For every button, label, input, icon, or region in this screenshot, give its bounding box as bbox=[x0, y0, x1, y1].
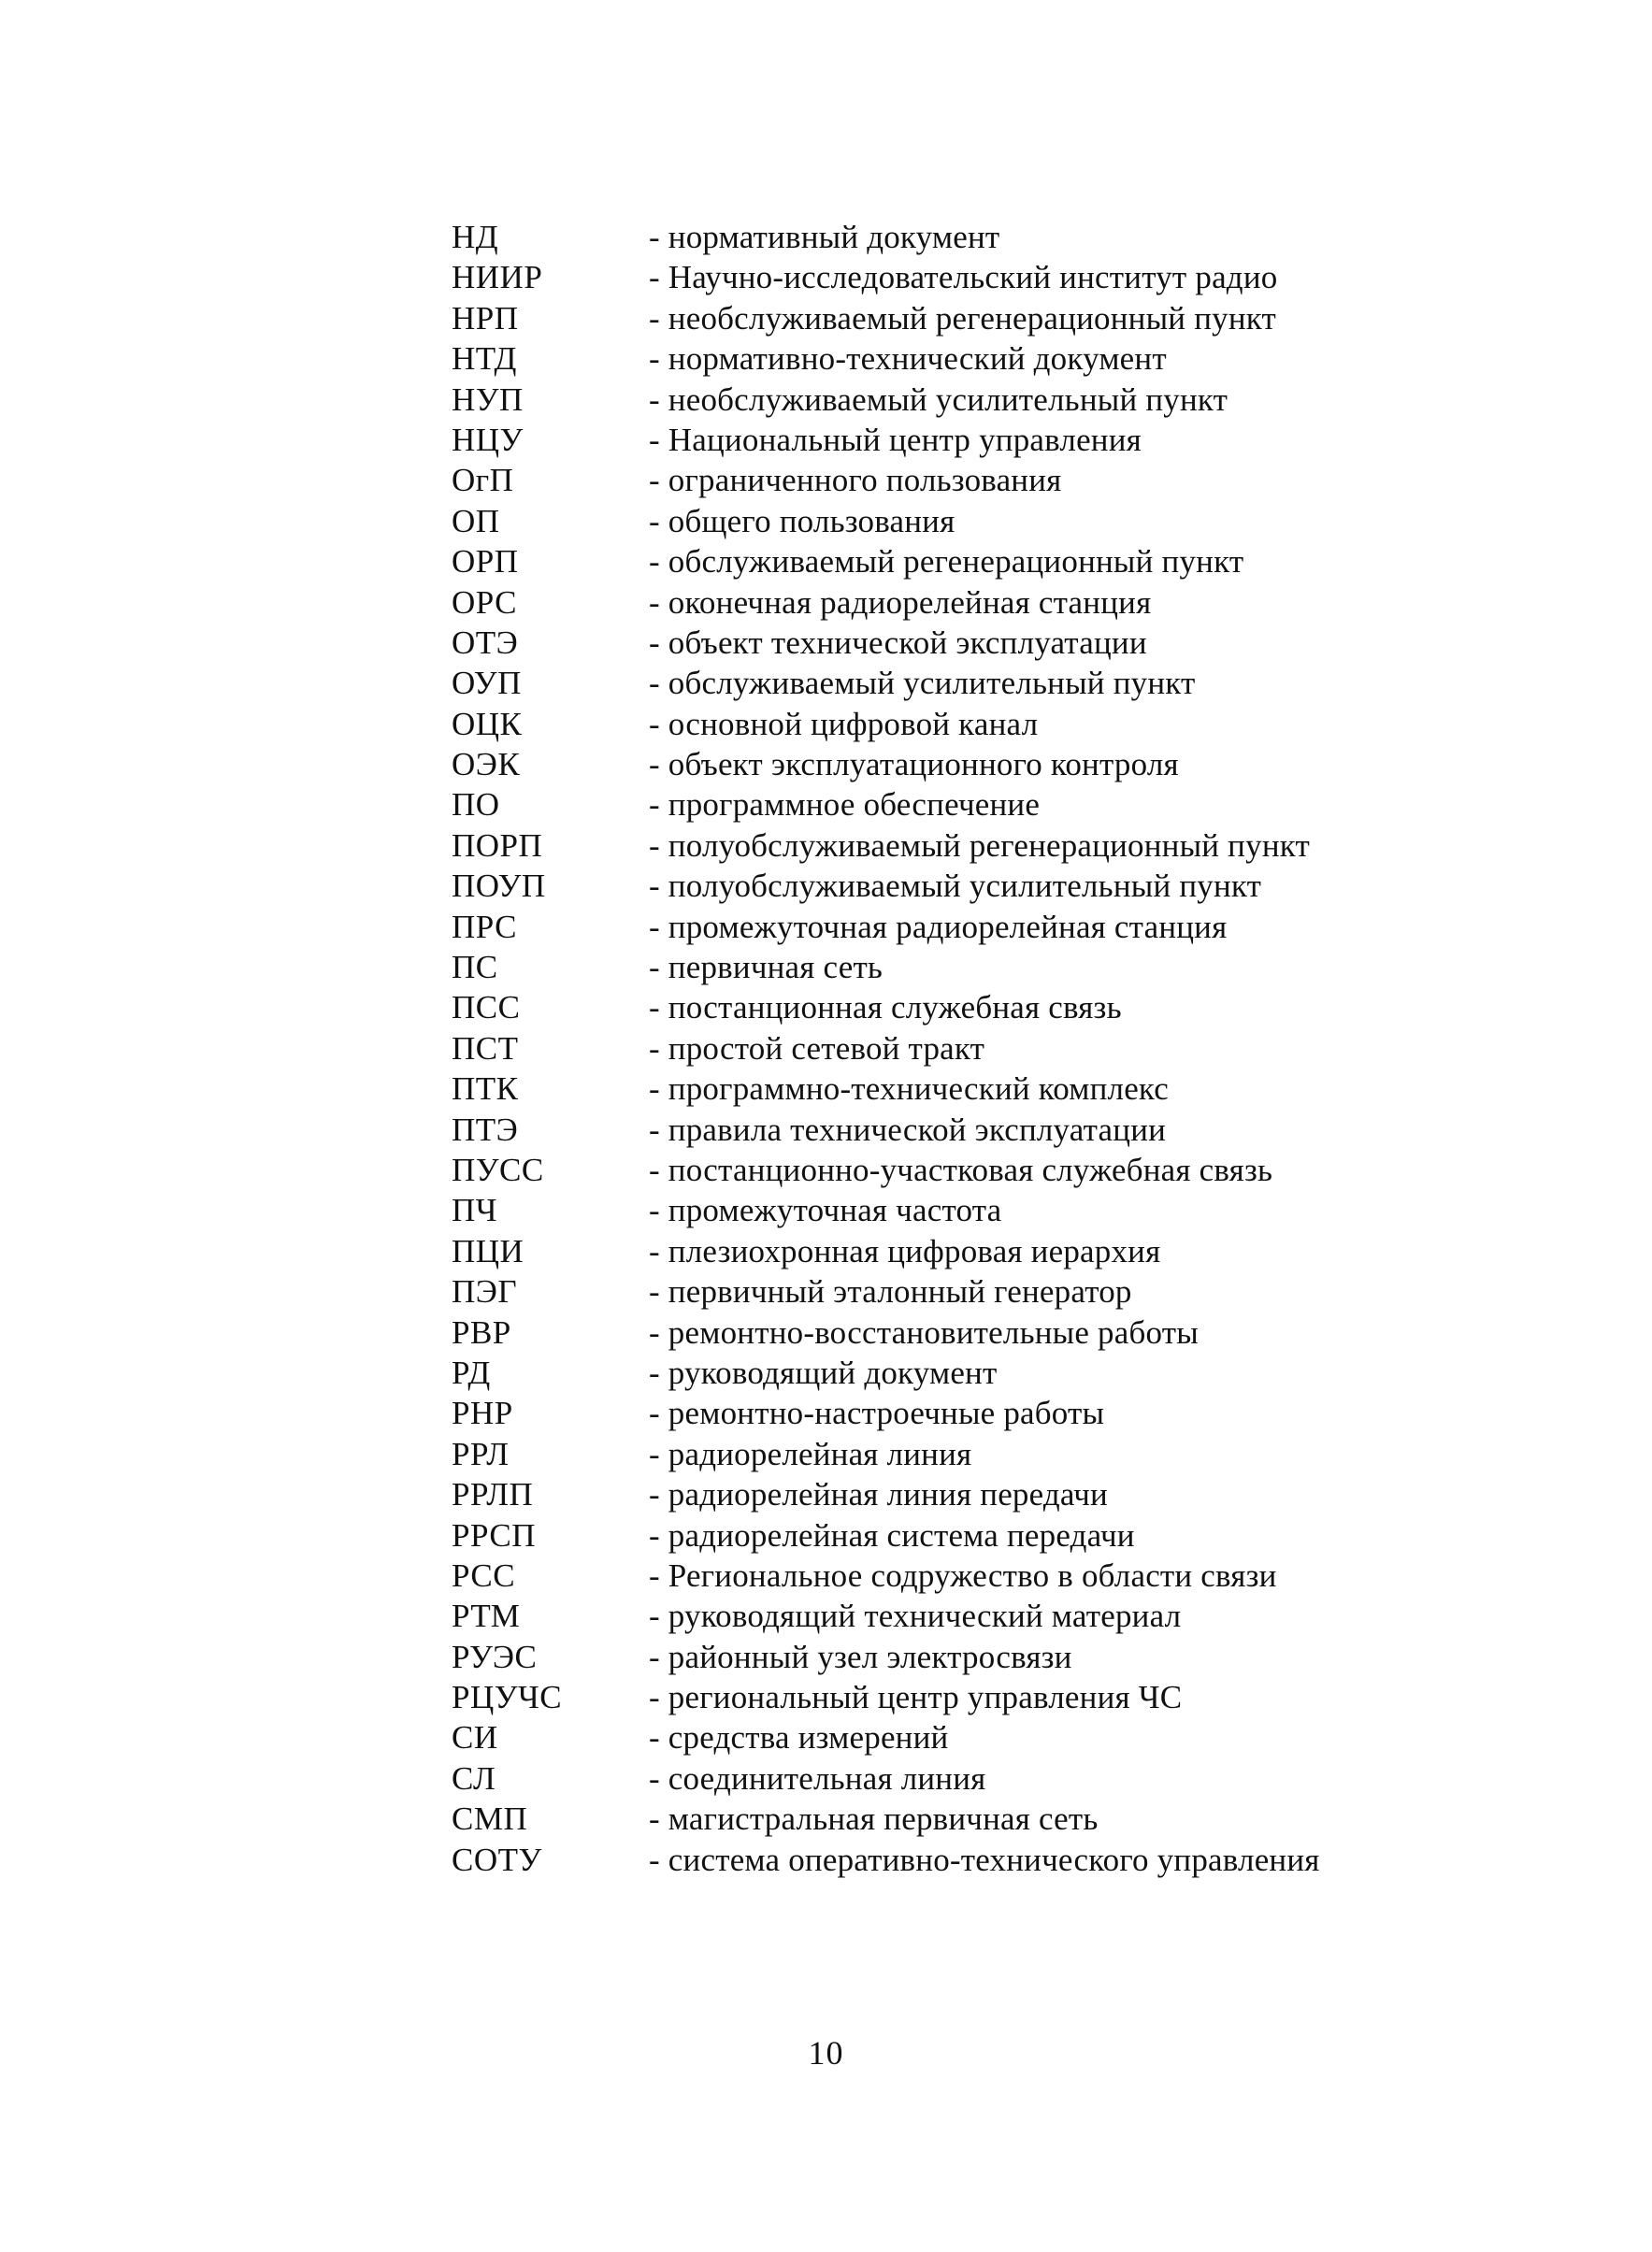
abbreviation-definition: - общего пользования bbox=[649, 502, 955, 539]
abbreviation-row bbox=[452, 338, 1386, 379]
abbreviation-row bbox=[452, 623, 1386, 663]
abbreviation-row bbox=[452, 1110, 1386, 1150]
abbreviation-row bbox=[452, 1069, 1386, 1109]
abbreviation-definition: - средства измерений bbox=[649, 1719, 949, 1757]
abbreviation-term: РРЛ bbox=[452, 1435, 510, 1472]
abbreviation-term: РРСП bbox=[452, 1516, 536, 1554]
abbreviation-term: ПРС bbox=[452, 908, 518, 945]
abbreviation-row bbox=[452, 582, 1386, 623]
abbreviation-definition: - постанционно-участковая служебная связь bbox=[649, 1151, 1273, 1188]
abbreviation-row bbox=[452, 217, 1386, 257]
abbreviation-row bbox=[452, 541, 1386, 581]
abbreviation-definition: - Научно-исследовательский институт радио bbox=[649, 259, 1278, 296]
abbreviation-term: НЦУ bbox=[452, 421, 524, 458]
abbreviation-term: СИ bbox=[452, 1719, 498, 1757]
abbreviation-definition: - Региональное содружество в области связи bbox=[649, 1556, 1277, 1594]
abbreviation-term: ОУП bbox=[452, 665, 522, 702]
abbreviation-row bbox=[452, 257, 1386, 297]
abbreviation-definition: - обслуживаемый регенерационный пункт bbox=[649, 543, 1244, 581]
abbreviation-row bbox=[452, 987, 1386, 1027]
abbreviation-row bbox=[452, 1231, 1386, 1271]
abbreviation-term: ПЦИ bbox=[452, 1232, 524, 1269]
abbreviation-definition: - радиорелейная линия bbox=[649, 1435, 972, 1472]
abbreviation-term: РУЭС bbox=[452, 1638, 538, 1675]
abbreviation-definition: - нормативный документ bbox=[649, 219, 1000, 255]
abbreviation-definition: - программно-технический комплекс bbox=[649, 1070, 1170, 1108]
abbreviation-definition: - полуобслуживаемый усилительный пункт bbox=[649, 868, 1262, 905]
abbreviation-definition: - простой сетевой тракт bbox=[649, 1029, 985, 1067]
abbreviation-definition: - необслуживаемый регенерационный пункт bbox=[649, 299, 1276, 337]
abbreviation-row bbox=[452, 866, 1386, 906]
abbreviation-row bbox=[452, 784, 1386, 825]
abbreviation-term: ОЭК bbox=[452, 746, 521, 783]
abbreviation-definition: - оконечная радиорелейная станция bbox=[649, 583, 1152, 621]
abbreviation-row bbox=[452, 1637, 1386, 1677]
abbreviation-row bbox=[452, 907, 1386, 947]
abbreviation-definition: - ремонтно-восстановительные работы bbox=[649, 1313, 1199, 1351]
abbreviation-definition: - региональный центр управления ЧС bbox=[649, 1679, 1183, 1716]
abbreviation-term: НД bbox=[452, 219, 499, 255]
abbreviation-term: ОгП bbox=[452, 462, 514, 499]
abbreviation-definition: - соединительная линия bbox=[649, 1759, 986, 1797]
abbreviation-row bbox=[452, 947, 1386, 987]
abbreviation-definition: - радиорелейная линия передачи bbox=[649, 1476, 1108, 1513]
abbreviation-term: ОРС bbox=[452, 583, 518, 621]
abbreviation-definition: - Национальный центр управления bbox=[649, 421, 1142, 458]
abbreviation-term: ПОУП bbox=[452, 868, 546, 905]
abbreviation-term: ПОРП bbox=[452, 826, 543, 864]
abbreviation-term: ПСТ bbox=[452, 1029, 519, 1067]
abbreviation-term: РРЛП bbox=[452, 1476, 534, 1513]
abbreviation-term: ОРП bbox=[452, 543, 519, 581]
abbreviation-row bbox=[452, 1353, 1386, 1393]
abbreviation-row bbox=[452, 663, 1386, 703]
abbreviation-term: НТД bbox=[452, 340, 517, 378]
abbreviation-term: СМП bbox=[452, 1800, 528, 1838]
abbreviation-definition: - руководящий документ bbox=[649, 1354, 998, 1391]
abbreviation-term: ПСС bbox=[452, 989, 521, 1026]
abbreviation-row bbox=[452, 420, 1386, 460]
abbreviation-definition: - районный узел электросвязи bbox=[649, 1638, 1072, 1675]
abbreviation-row bbox=[452, 1150, 1386, 1190]
abbreviation-definition: - постанционная служебная связь bbox=[649, 989, 1122, 1026]
abbreviation-term: ПС bbox=[452, 949, 498, 986]
abbreviation-row bbox=[452, 1271, 1386, 1312]
abbreviation-term: ПУСС bbox=[452, 1151, 544, 1188]
abbreviation-row bbox=[452, 1596, 1386, 1636]
abbreviation-row bbox=[452, 1474, 1386, 1514]
abbreviation-row bbox=[452, 460, 1386, 500]
abbreviation-definition: - радиорелейная система передачи bbox=[649, 1516, 1135, 1554]
abbreviation-row bbox=[452, 744, 1386, 784]
abbreviation-term: ОТЭ bbox=[452, 624, 519, 661]
abbreviation-term: РВР bbox=[452, 1313, 511, 1351]
abbreviation-row bbox=[452, 1393, 1386, 1433]
abbreviation-term: СОТУ bbox=[452, 1841, 542, 1878]
abbreviation-row bbox=[452, 1515, 1386, 1556]
abbreviation-term: РТМ bbox=[452, 1598, 521, 1635]
abbreviation-row bbox=[452, 1840, 1386, 1880]
abbreviation-row bbox=[452, 1799, 1386, 1839]
abbreviation-row bbox=[452, 380, 1386, 420]
abbreviation-term: СЛ bbox=[452, 1759, 496, 1797]
abbreviation-row bbox=[452, 1677, 1386, 1717]
abbreviation-definition: - программное обеспечение bbox=[649, 786, 1041, 824]
abbreviation-definition: - промежуточная частота bbox=[649, 1192, 1002, 1229]
abbreviation-row bbox=[452, 704, 1386, 744]
abbreviation-term: НРП bbox=[452, 299, 519, 337]
abbreviation-term: ПЭГ bbox=[452, 1273, 518, 1311]
abbreviation-definition: - нормативно-технический документ bbox=[649, 340, 1167, 378]
abbreviation-row bbox=[452, 501, 1386, 541]
abbreviation-row bbox=[452, 1434, 1386, 1474]
abbreviation-definition: - объект технической эксплуатации bbox=[649, 624, 1147, 661]
abbreviation-row bbox=[452, 1556, 1386, 1596]
abbreviation-definition: - первичная сеть bbox=[649, 949, 883, 986]
abbreviation-row bbox=[452, 1028, 1386, 1069]
abbreviation-definition: - необслуживаемый усилительный пункт bbox=[649, 380, 1228, 418]
abbreviation-definition: - основной цифровой канал bbox=[649, 705, 1039, 742]
page-number: 10 bbox=[808, 2034, 844, 2072]
abbreviation-list bbox=[452, 217, 1386, 1880]
abbreviation-row bbox=[452, 298, 1386, 338]
abbreviation-term: ПТЭ bbox=[452, 1111, 519, 1148]
abbreviation-term: РЦУЧС bbox=[452, 1679, 563, 1716]
abbreviation-definition: - обслуживаемый усилительный пункт bbox=[649, 665, 1196, 702]
abbreviation-definition: - полуобслуживаемый регенерационный пункт bbox=[649, 826, 1310, 864]
abbreviation-row bbox=[452, 1717, 1386, 1757]
abbreviation-row bbox=[452, 1312, 1386, 1353]
abbreviation-term: ПТК bbox=[452, 1070, 519, 1108]
abbreviation-term: НИИР bbox=[452, 259, 543, 296]
abbreviation-definition: - плезиохронная цифровая иерархия bbox=[649, 1232, 1161, 1269]
abbreviation-definition: - магистральная первичная сеть bbox=[649, 1800, 1099, 1838]
abbreviation-term: РНР bbox=[452, 1395, 513, 1432]
abbreviation-row bbox=[452, 825, 1386, 866]
abbreviation-row bbox=[452, 1190, 1386, 1230]
abbreviation-definition: - первичный эталонный генератор bbox=[649, 1273, 1132, 1311]
abbreviation-term: РД bbox=[452, 1354, 491, 1391]
abbreviation-definition: - объект эксплуатационного контроля bbox=[649, 746, 1179, 783]
abbreviation-term: ПО bbox=[452, 786, 500, 824]
abbreviation-definition: - ограниченного пользования bbox=[649, 462, 1062, 499]
abbreviation-term: РСС bbox=[452, 1556, 516, 1594]
abbreviation-row bbox=[452, 1758, 1386, 1799]
abbreviation-definition: - правила технической эксплуатации bbox=[649, 1111, 1167, 1148]
abbreviation-definition: - промежуточная радиорелейная станция bbox=[649, 908, 1228, 945]
abbreviation-definition: - ремонтно-настроечные работы bbox=[649, 1395, 1105, 1432]
abbreviation-definition: - система оперативно-технического управления bbox=[649, 1841, 1320, 1878]
abbreviation-term: ОЦК bbox=[452, 705, 523, 742]
abbreviation-term: НУП bbox=[452, 380, 524, 418]
abbreviation-term: ОП bbox=[452, 502, 500, 539]
abbreviation-term: ПЧ bbox=[452, 1192, 498, 1229]
abbreviation-definition: - руководящий технический материал bbox=[649, 1598, 1182, 1635]
